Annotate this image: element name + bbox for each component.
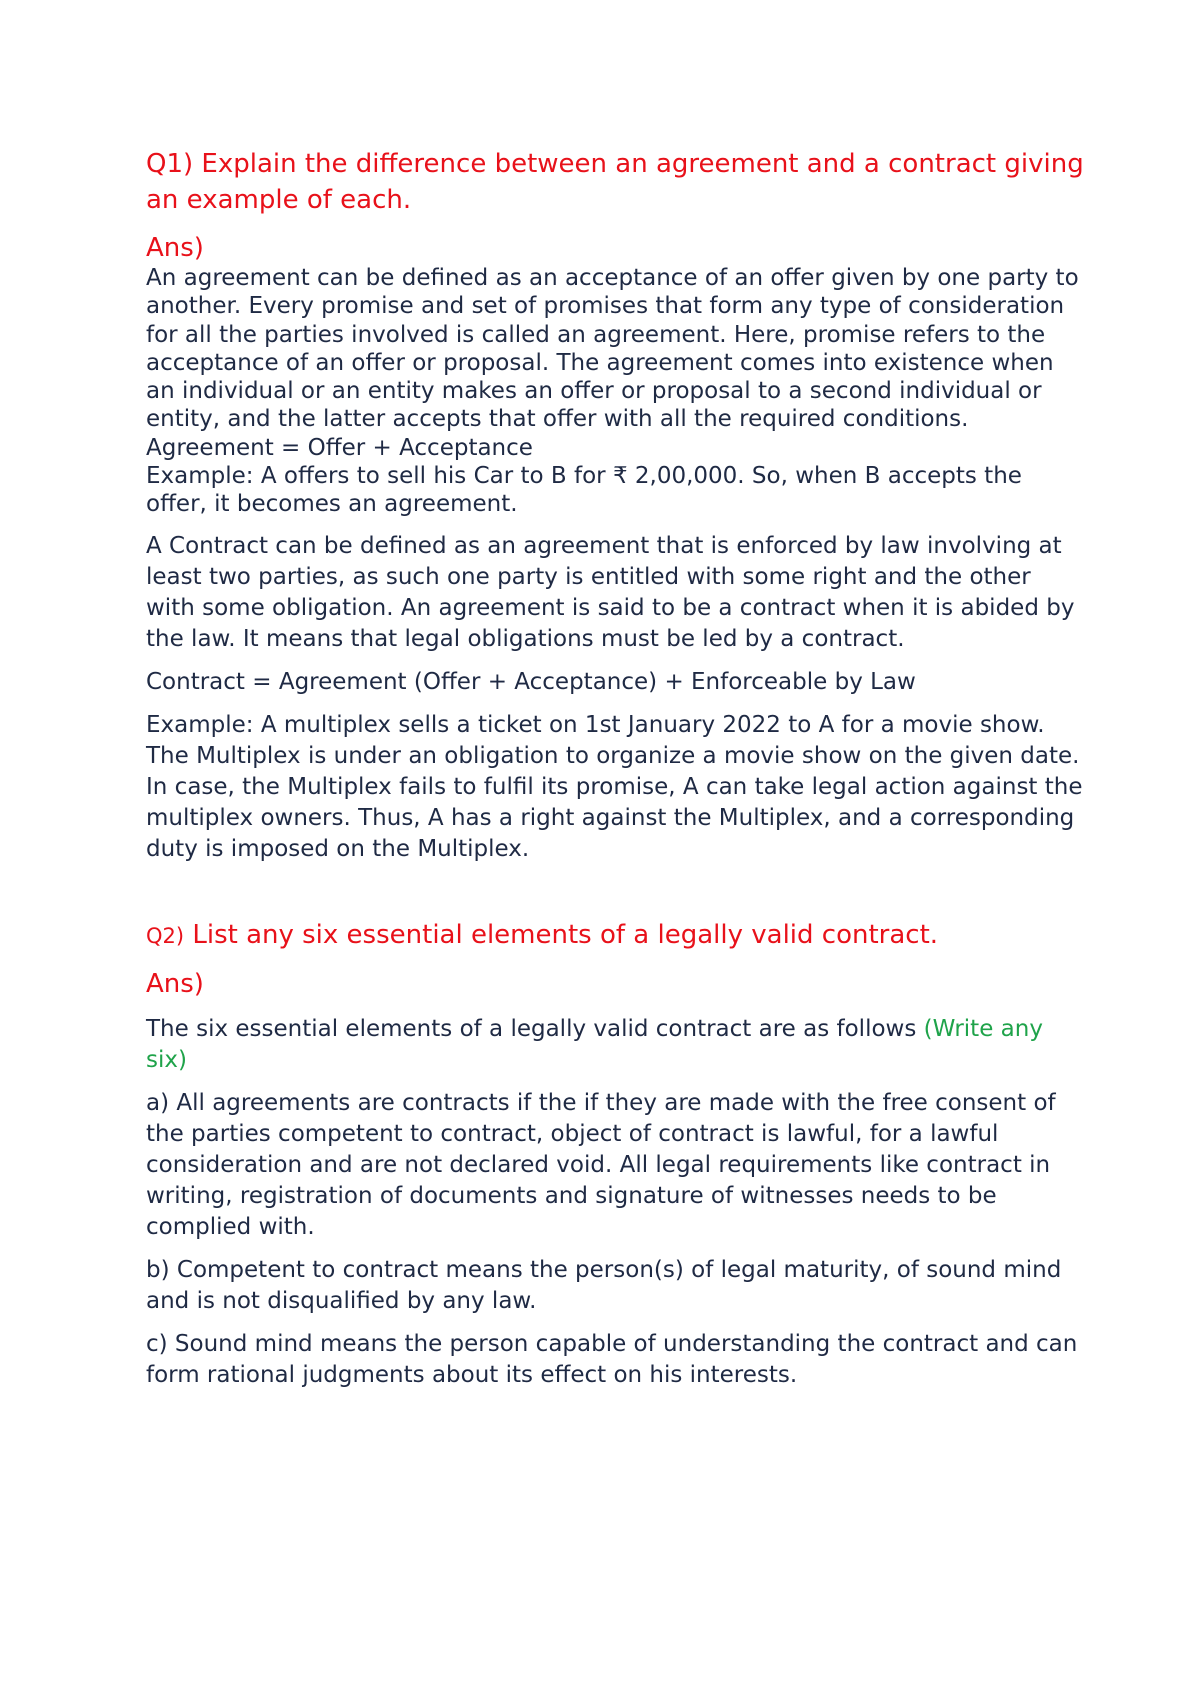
contract-formula: Contract = Agreement (Offer + Acceptance) + Enforceable by Law — [146, 668, 916, 695]
question-1-title: Q1) Explain the difference between an agreement and a contract giving an example of each. — [146, 149, 1084, 215]
contract-example: Example: A multiplex sells a ticket on 1st January 2022 to A for a movie show. The Multiplex is under an obligation to organize a movie show on the given date. In case, the Multiplex fails to fulfil its promise, A can take legal action against the multiplex owners. Thus, A has a right against the Multiplex, and a corresponding duty is imposed on the Multiplex. — [146, 711, 1083, 862]
element-point-c: c) Sound mind means the person capable of understanding the contract and can form rational judgments about its effect on his interests. — [146, 1330, 1078, 1388]
element-point-a: a) All agreements are contracts if the if they are made with the free consent of the parties competent to contract, object of contract is lawful, for a lawful consideration and are not declared void. All legal requirements like contract in writing, registration of documents and signature of witnesses needs to be complied with. — [146, 1089, 1056, 1240]
elements-intro — [146, 1014, 1086, 1076]
agreement-formula: Agreement = Offer + Acceptance — [146, 434, 533, 461]
question-2-number: Q2) — [146, 923, 185, 948]
question-2-title — [146, 917, 1086, 954]
agreement-example: Example: A offers to sell his Car to B for ₹ 2,00,000. So, when B accepts the offer, it becomes an agreement. — [146, 463, 1022, 518]
element-point-b: b) Competent to contract means the person(s) of legal maturity, of sound mind and is not disqualified by any law. — [146, 1256, 1062, 1314]
contract-definition: A Contract can be defined as an agreement that is enforced by law involving at least two parties, as such one party is entitled with some right and the other with some obligation. An agreement is said to be a contract when it is abided by the law. It means that legal obligations must be led by a contract. — [146, 532, 1075, 652]
agreement-definition: An agreement can be defined as an acceptance of an offer given by one party to another. Every promise and set of promises that form any type of consideration for all the parties involved is called an agreement. Here, promise refers to the acceptance of an offer or proposal. The agreement comes into existence when an individual or an entity makes an offer or proposal to a second individual or entity, and the latter accepts that offer with all the required conditions. — [146, 265, 1079, 433]
question-2-text: List any six essential elements of a legally valid contract. — [184, 919, 939, 950]
question-2-answer-label: Ans) — [146, 968, 204, 999]
question-1-answer-label: Ans) — [146, 233, 204, 263]
elements-intro-text: The six essential elements of a legally valid contract are as follows — [146, 1015, 924, 1042]
document-page — [146, 146, 1086, 1391]
write-any-six-note: (Write any six) — [146, 1015, 1043, 1073]
